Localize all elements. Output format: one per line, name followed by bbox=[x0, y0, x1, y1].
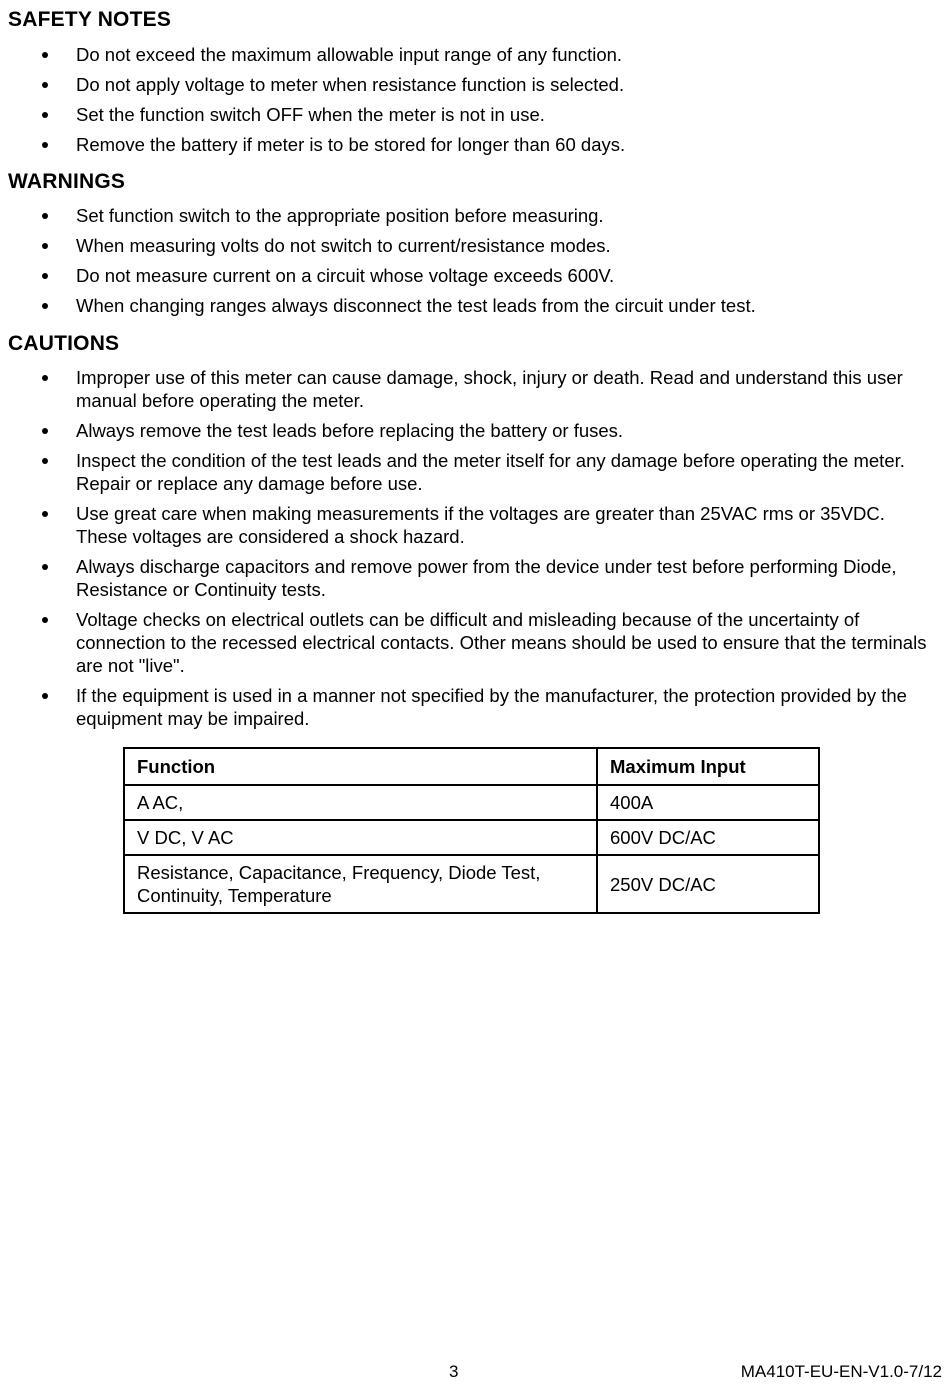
bullet-icon bbox=[42, 243, 48, 249]
list-item-text: Always discharge capacitors and remove power from the device under test before performing Diode, Resistance or Continuity tests. bbox=[76, 556, 897, 600]
list-item bbox=[0, 608, 950, 677]
list-item-text: When measuring volts do not switch to current/resistance modes. bbox=[76, 235, 611, 256]
list-item-text: Inspect the condition of the test leads and the meter itself for any damage before operating the meter. Repair or replace any damage before use. bbox=[76, 450, 905, 494]
maximum-input-table bbox=[123, 747, 820, 914]
table-row bbox=[124, 820, 819, 855]
list-item-text: Do not apply voltage to meter when resistance function is selected. bbox=[76, 74, 625, 95]
warnings-list bbox=[0, 204, 950, 324]
bullet-icon bbox=[42, 112, 48, 118]
table-cell-maximum-input: 600V DC/AC bbox=[597, 820, 819, 855]
page-number: 3 bbox=[449, 1362, 459, 1381]
list-item-text: Always remove the test leads before replacing the battery or fuses. bbox=[76, 420, 624, 441]
list-item-text: Set function switch to the appropriate position before measuring. bbox=[76, 205, 604, 226]
list-item-text: Do not measure current on a circuit whose voltage exceeds 600V. bbox=[76, 265, 615, 286]
cautions-list bbox=[0, 366, 950, 737]
list-item bbox=[0, 419, 950, 442]
list-item bbox=[0, 684, 950, 730]
warnings-heading: WARNINGS bbox=[8, 170, 126, 193]
list-item bbox=[0, 234, 950, 257]
column-header-function: Function bbox=[124, 748, 597, 785]
bullet-icon bbox=[42, 82, 48, 88]
bullet-icon bbox=[42, 273, 48, 279]
safety-notes-heading: SAFETY NOTES bbox=[8, 8, 172, 31]
bullet-icon bbox=[42, 511, 48, 517]
bullet-icon bbox=[42, 142, 48, 148]
safety-notes-list bbox=[0, 43, 950, 163]
table-header-row bbox=[124, 748, 819, 785]
table-cell-function: V DC, V AC bbox=[124, 820, 597, 855]
list-item bbox=[0, 555, 950, 601]
table-row bbox=[124, 785, 819, 820]
list-item bbox=[0, 43, 950, 66]
bullet-icon bbox=[42, 52, 48, 58]
list-item-text: When changing ranges always disconnect the test leads from the circuit under test. bbox=[76, 295, 756, 316]
list-item bbox=[0, 294, 950, 317]
list-item bbox=[0, 73, 950, 96]
list-item bbox=[0, 133, 950, 156]
bullet-icon bbox=[42, 693, 48, 699]
list-item-text: Use great care when making measurements if the voltages are greater than 25VAC rms or 35VDC. These voltages are considered a shock hazard. bbox=[76, 503, 885, 547]
list-item-text: Remove the battery if meter is to be stored for longer than 60 days. bbox=[76, 134, 626, 155]
table-row bbox=[124, 855, 819, 913]
table-cell-maximum-input: 250V DC/AC bbox=[597, 855, 819, 913]
bullet-icon bbox=[42, 564, 48, 570]
bullet-icon bbox=[42, 375, 48, 381]
list-item-text: Voltage checks on electrical outlets can be difficult and misleading because of the uncertainty of connection to the recessed electrical contacts. Other means should be used to ensure that the terminals are not "live". bbox=[76, 609, 927, 676]
document-code: MA410T-EU-EN-V1.0-7/12 bbox=[740, 1362, 942, 1381]
table-cell-function: A AC, bbox=[124, 785, 597, 820]
list-item-text: If the equipment is used in a manner not specified by the manufacturer, the protection provided by the equipment may be impaired. bbox=[76, 685, 907, 729]
bullet-icon bbox=[42, 428, 48, 434]
bullet-icon bbox=[42, 617, 48, 623]
cautions-heading: CAUTIONS bbox=[8, 332, 120, 355]
list-item bbox=[0, 449, 950, 495]
list-item-text: Set the function switch OFF when the meter is not in use. bbox=[76, 104, 545, 125]
list-item bbox=[0, 502, 950, 548]
column-header-maximum-input: Maximum Input bbox=[597, 748, 819, 785]
bullet-icon bbox=[42, 303, 48, 309]
list-item bbox=[0, 103, 950, 126]
list-item bbox=[0, 204, 950, 227]
list-item-text: Improper use of this meter can cause damage, shock, injury or death. Read and understand this user manual before operating the meter. bbox=[76, 367, 903, 411]
table-cell-function: Resistance, Capacitance, Frequency, Diode Test, Continuity, Temperature bbox=[124, 855, 597, 913]
list-item bbox=[0, 366, 950, 412]
bullet-icon bbox=[42, 213, 48, 219]
list-item bbox=[0, 264, 950, 287]
list-item-text: Do not exceed the maximum allowable input range of any function. bbox=[76, 44, 623, 65]
table-cell-maximum-input: 400A bbox=[597, 785, 819, 820]
bullet-icon bbox=[42, 458, 48, 464]
